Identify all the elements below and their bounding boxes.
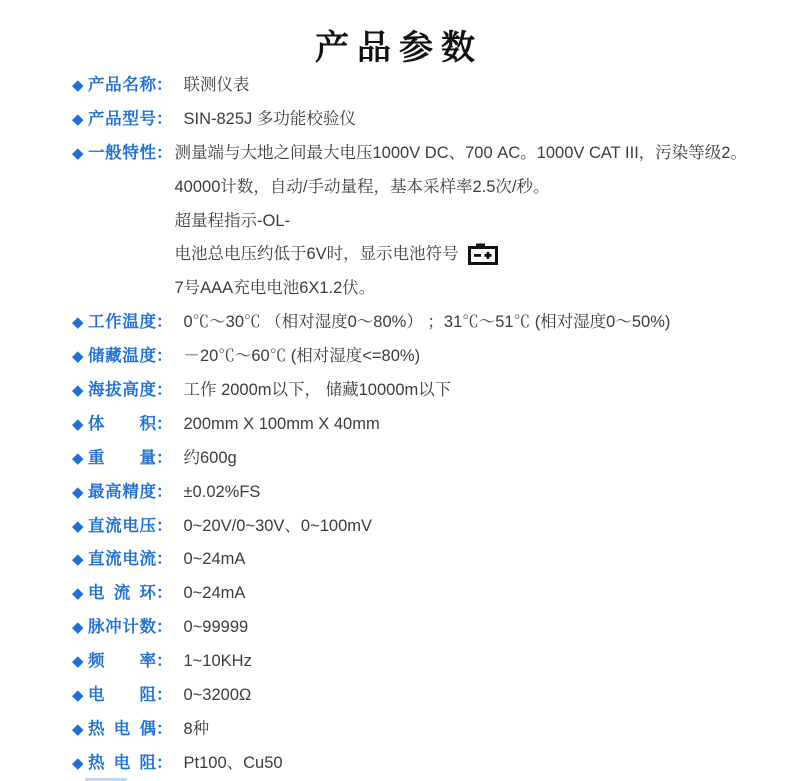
param-value: 1~10KHz [183,652,252,671]
param-colon: ： [156,347,173,366]
diamond-bullet-icon: ◆ [72,415,84,433]
param-colon: ： [156,584,173,603]
param-label: 频率 [88,652,156,671]
param-label: 最高精度 [88,482,156,501]
general-line: 超量程指示-OL- [174,211,290,230]
general-line: 7号AAA充电电池6X1.2伏。 [174,279,376,298]
param-colon: ： [156,313,173,332]
param-value: 联测仪表 [183,76,250,94]
param-row-product-name [72,69,772,103]
diamond-bullet-icon: ◆ [72,517,84,535]
param-row-pulse-count [72,611,772,645]
param-colon: ： [156,753,173,772]
diamond-bullet-icon: ◆ [72,585,84,603]
diamond-bullet-icon: ◆ [72,687,84,705]
param-row-current-loop [72,577,772,611]
param-row-rtd [72,747,772,781]
param-label: 重量 [88,448,156,467]
param-value: 0~99999 [183,618,249,637]
param-label: 产品名称 [88,76,156,94]
param-value: 8种 [183,719,210,738]
param-row-max-accuracy [72,476,772,510]
param-colon: ： [156,109,173,128]
param-label: 海拔高度 [88,381,156,400]
param-value: 0~20V/0~30V、0~100mV [183,516,373,535]
param-label: 体积 [88,414,156,433]
param-value: 0℃～30℃ （相对湿度0～80%） ；31℃～51℃ (相对湿度0～50%) [183,313,671,332]
param-label: 热电偶 [88,719,156,738]
param-row-dc-voltage [72,510,772,544]
param-label: 直流电压 [88,516,156,535]
diamond-bullet-icon: ◆ [72,77,84,94]
param-label: 脉冲计数 [88,618,156,637]
general-line-text: 电池总电压约低于6V时，显示电池符号 [174,245,459,264]
param-colon: ： [156,448,173,467]
param-row-weight [72,442,772,476]
param-label: 电阻 [88,686,156,705]
diamond-bullet-icon: ◆ [72,551,84,569]
param-colon: ： [156,143,173,162]
param-colon: ： [156,381,173,400]
param-label: 工作温度 [88,313,156,332]
param-value: 0~24mA [183,584,246,603]
battery-icon [468,243,498,265]
param-value: Pt100、Cu50 [183,753,283,772]
diamond-bullet-icon: ◆ [72,382,84,400]
param-label: 热电阻 [88,753,156,772]
param-colon: ： [156,550,173,569]
diamond-bullet-icon: ◆ [72,619,84,637]
general-characteristics-lines [175,137,747,306]
param-colon: ： [156,76,173,94]
diamond-bullet-icon: ◆ [72,720,84,738]
diamond-bullet-icon: ◆ [72,754,84,772]
param-row-resistance [72,679,772,713]
general-line-battery [175,238,747,272]
diamond-bullet-icon: ◆ [72,110,84,128]
diamond-bullet-icon: ◆ [72,144,84,162]
param-value: SIN-825J 多功能校验仪 [183,109,356,128]
param-colon: ： [156,719,173,738]
diamond-bullet-icon: ◆ [72,483,84,501]
param-colon: ： [156,516,173,535]
param-value: －20℃～60℃ (相对湿度<=80%) [183,347,421,366]
param-value: 工作 2000m以下， 储藏10000m以下 [183,381,452,400]
parameter-list [72,69,772,781]
param-row-frequency [72,645,772,679]
param-row-general-characteristics [72,137,772,306]
page-title: 产品参数 [315,29,483,67]
param-row-dimensions [72,408,772,442]
diamond-bullet-icon: ◆ [72,314,84,332]
param-colon: ： [156,414,173,433]
param-value: 0~24mA [183,550,246,569]
param-label: 储藏温度 [88,347,156,366]
param-label: 直流电流 [88,550,156,569]
param-colon: ： [156,686,173,705]
param-row-storage-temperature [72,340,772,374]
param-label: 一般特性 [88,143,156,162]
diamond-bullet-icon: ◆ [72,449,84,467]
param-row-thermocouple [72,713,772,747]
param-value: ±0.02%FS [183,482,261,501]
param-colon: ： [156,482,173,501]
param-row-altitude [72,374,772,408]
param-row-operating-temperature [72,306,772,340]
general-line: 测量端与大地之间最大电压1000V DC、700 AC。1000V CAT III，污染等级2。 [174,143,747,162]
param-colon: ： [156,618,173,637]
param-row-dc-current [72,543,772,577]
param-value: 约600g [183,448,237,467]
param-colon: ： [156,652,173,671]
param-label: 产品型号 [88,109,156,128]
param-value: 200mm X 100mm X 40mm [183,414,380,433]
param-label: 电流环 [88,584,156,603]
param-value: 0~3200Ω [183,686,252,705]
param-row-product-model [72,103,772,137]
diamond-bullet-icon: ◆ [72,348,84,366]
diamond-bullet-icon: ◆ [72,653,84,671]
general-line: 40000计数，自动/手动量程，基本采样率2.5次/秒。 [174,177,550,196]
